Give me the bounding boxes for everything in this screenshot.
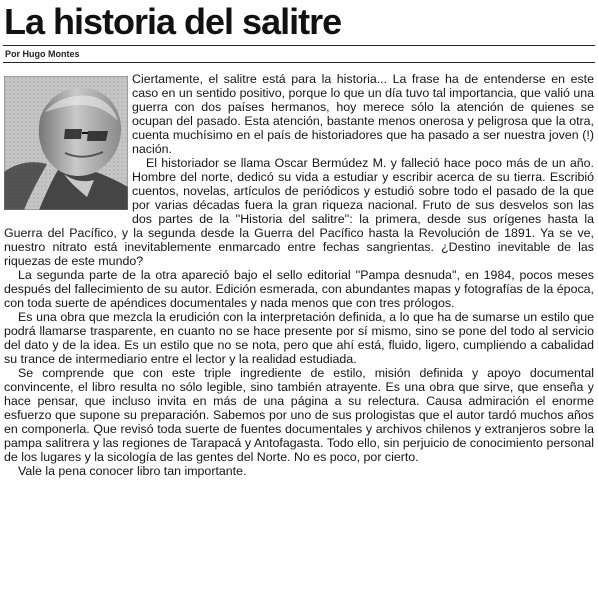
paragraph-5: Se comprende que con este triple ingrediente de estilo, misión definida y apoyo documental convincente, el libro resulta no sólo legible, sino también atrayente. Es una obra que sirve, que enseña y hace pensar, que incluso invita en más de una página a su relectura. Causa admiración el enorme esfuerzo que supone su preparación. Sabemos por uno de sus prologistas que el autor tardó muchos años en componerla. Que revisó toda suerte de fuentes documentales y archivos chilenos y extranjeros sobre la pampa salitrera y las regiones de Tarapacá y Antofagasta. Todo ello, sin perjuicio de conocimiento personal de los lugares y la sicología de las gentes del Norte. No es poco, por cierto.	[4, 366, 594, 464]
paragraph-1: Ciertamente, el salitre está para la historia... La frase ha de entenderse en este caso en un sentido positivo, porque lo que un día tuvo tal importancia, que valió una guerra con dos países hermanos, hoy merece sólo la atención de quienes se ocupan del pasado. Esta atención, bastante menos onerosa y peligrosa que la otra, cuenta muchísimo en el país de historiadores que ha pasado a ser nuestra joven (!) nación.	[132, 72, 594, 156]
photo-wrap-space	[4, 72, 132, 213]
headline: La historia del salitre	[4, 1, 342, 42]
byline: Por Hugo Montes	[5, 49, 80, 59]
paragraph-2: El historiador se llama Oscar Bermúdez M. y falleció hace poco más de un año. Hombre del norte, dedicó su vida a estudiar y escribir acerca de su tierra. Escribió cuentos, novelas, artículos de periódicos y estudió sobre todo el pasado de la que por varias décadas fuera la gran riqueza nacional. Fruto de sus desvelos son las dos partes de la ''Historia del salitre'': la primera, desde sus orígenes hasta la Guerra del Pacífico, y la segunda desde la Guerra del Pacífico hasta la Revolución de 1891. Ya se ve, nuestro nitrato está inevitablemente enmarcado entre fechas sangrientas. ¿Destino inevitable de las riquezas de este mundo?	[4, 156, 594, 268]
paragraph-4: Es una obra que mezcla la erudición con la interpretación definida, a lo que ha de sumarse un estilo que podrá llamarse trasparente, en cuanto no se hace presente por sí mismo, sino se pone del todo al servicio del dato y de la idea. Es un estilo que no se nota, pero que ahí está, fluido, ligero, cumpliendo a cabalidad su trance de intermediario entre el lector y la realidad estudiada.	[4, 310, 594, 366]
headline-rule	[3, 45, 595, 46]
byline-rule	[3, 62, 595, 63]
paragraph-6: Vale la pena conocer libro tan importante.	[18, 464, 247, 478]
article-body	[4, 72, 594, 478]
paragraph-3: La segunda parte de la otra apareció bajo el sello editorial ''Pampa desnuda'', en 1984, pocos meses después del fallecimiento de su autor. Edición esmerada, con abundantes mapas y fotografías de la época, con toda suerte de apéndices documentales y nada menos que con tres prólogos.	[4, 268, 594, 310]
